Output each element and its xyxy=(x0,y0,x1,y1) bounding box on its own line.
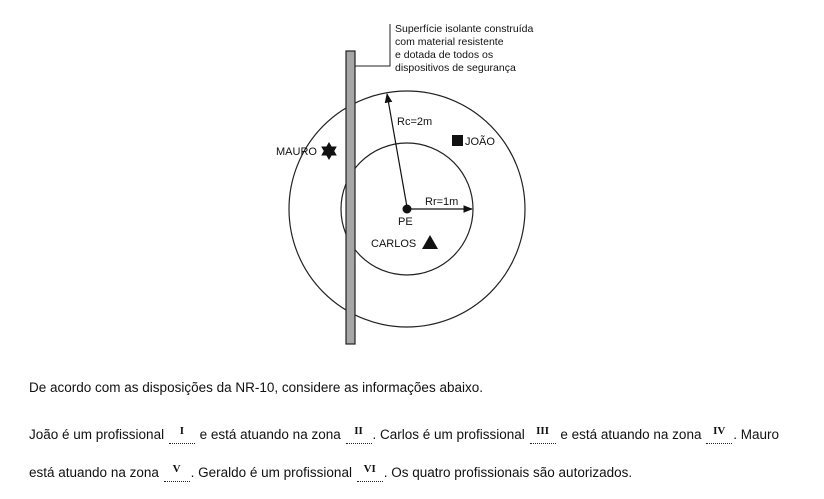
wall-note-line-1: Superfície isolante construída xyxy=(395,23,534,35)
joao-label: JOÃO xyxy=(465,136,495,148)
carlos-label: CARLOS xyxy=(371,238,417,250)
line2-text-b: . Geraldo é um profissional xyxy=(190,465,352,480)
insulating-wall xyxy=(346,51,355,344)
line1-text-e: . Mauro xyxy=(733,427,780,442)
wall-note-leader xyxy=(355,24,390,66)
blank-iii xyxy=(530,425,556,444)
star-icon xyxy=(321,142,337,160)
line2-text-a: está atuando na zona xyxy=(29,465,159,480)
triangle-icon xyxy=(422,235,438,249)
intro-text: De acordo com as disposições da NR-10, considere as informações abaixo. xyxy=(29,380,483,395)
blank-iv xyxy=(706,425,732,444)
line1-text-c: . Carlos é um profissional xyxy=(372,427,525,442)
rc-label: Rc=2m xyxy=(397,116,433,128)
wall-note-line-3: e dotada de todos os xyxy=(395,49,494,61)
wall-note-line-2: com material resistente xyxy=(395,36,504,48)
square-icon xyxy=(452,135,463,146)
blank-ii xyxy=(346,425,372,444)
line1-text-d: e está atuando na zona xyxy=(560,427,702,442)
question-line-1 xyxy=(29,427,779,444)
blank-v-label: V xyxy=(172,463,181,475)
rc-radius-arrow xyxy=(387,94,407,207)
question-line-2 xyxy=(29,465,632,482)
blank-vi-label: VI xyxy=(363,463,376,475)
pe-label: PE xyxy=(398,216,413,228)
mauro-label: MAURO xyxy=(276,146,317,158)
blank-iii-label: III xyxy=(536,425,549,437)
line1-text-b: e está atuando na zona xyxy=(199,427,341,442)
pe-point xyxy=(403,205,412,214)
blank-v xyxy=(164,463,190,482)
blank-vi xyxy=(357,463,383,482)
blank-iv-label: IV xyxy=(713,425,726,437)
rr-label: Rr=1m xyxy=(425,196,459,208)
line1-text-a: João é um profissional xyxy=(29,427,165,442)
blank-i xyxy=(169,425,195,444)
blank-ii-label: II xyxy=(354,425,363,437)
wall-note-line-4: dispositivos de segurança xyxy=(395,62,516,74)
blank-i-label: I xyxy=(179,425,184,437)
line2-text-c: . Os quatro profissionais são autorizados. xyxy=(383,465,633,480)
